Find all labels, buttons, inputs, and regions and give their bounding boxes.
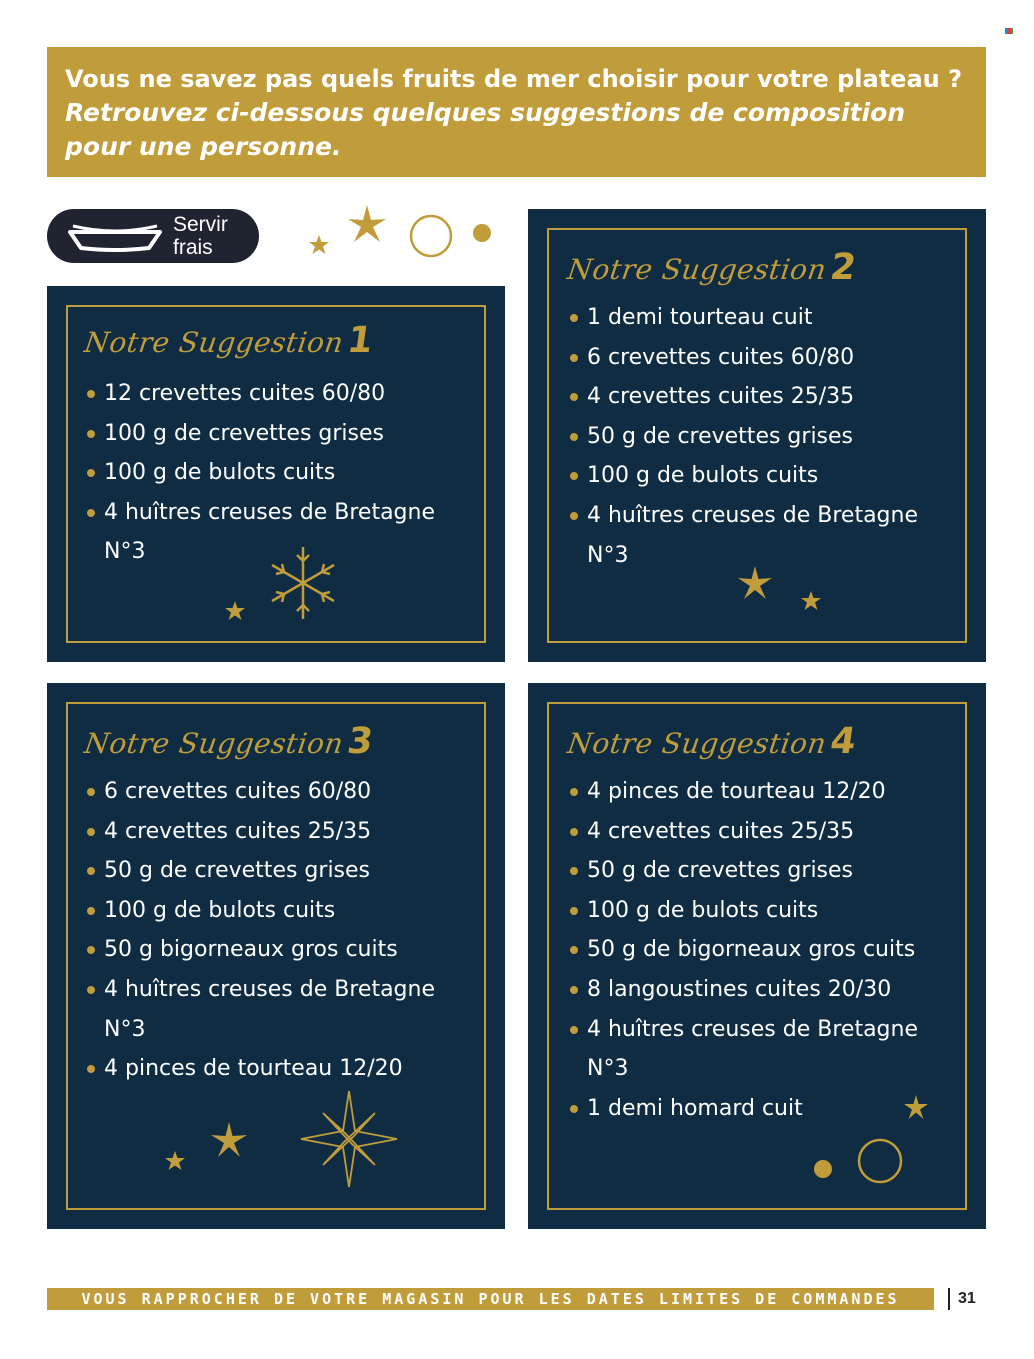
title-text: Notre Suggestion [565,253,829,286]
list-item: 100 g de bulots cuits [85,891,465,931]
suggestion-title-1 [82,320,376,361]
list-item: 4 crevettes cuites 25/35 [568,377,948,417]
list-item: 4 crevettes cuites 25/35 [85,812,465,852]
title-number: 1 [344,320,377,361]
intro-banner [47,47,986,177]
fresh-word: frais [173,236,213,259]
intro-subtitle-line1: Retrouvez ci-dessous quelques suggestions de composition [65,98,906,127]
list-item: 4 huîtres creuses de Bretagne N°3 [568,1010,958,1089]
list-item: 4 huîtres creuses de Bretagne N°3 [85,970,465,1049]
decorative-stars-icon [728,559,838,619]
list-item: 50 g de bigorneaux gros cuits [568,930,958,970]
list-item: 4 huîtres creuses de Bretagne N°3 [85,493,455,572]
list-item: 12 crevettes cuites 60/80 [85,374,455,414]
suggestion-card-2 [528,209,986,662]
serve-fresh-label [173,213,228,259]
list-item: 50 g de crevettes grises [568,851,958,891]
title-number: 2 [827,247,860,288]
list-item: 4 pinces de tourteau 12/20 [568,772,958,812]
title-text: Notre Suggestion [565,727,829,760]
suggestion-title-3 [82,721,376,762]
list-item: 50 g bigorneaux gros cuits [85,930,465,970]
item-list-2 [568,298,948,575]
title-number: 4 [827,721,860,762]
decorative-stars-icon [157,1083,407,1198]
decorative-circles-icon [808,1088,938,1188]
list-item: 50 g de crevettes grises [568,417,948,457]
decorative-stars-icon [305,200,505,265]
list-item: 100 g de crevettes grises [85,414,455,454]
list-item: 6 crevettes cuites 60/80 [85,772,465,812]
plate-icon [67,222,163,252]
list-item: 4 huîtres creuses de Bretagne N°3 [568,496,948,575]
suggestion-card-3 [47,683,505,1229]
item-list-4 [568,772,958,1128]
list-item: 4 crevettes cuites 25/35 [568,812,958,852]
serve-word: Servir [173,213,228,236]
list-item: 50 g de crevettes grises [85,851,465,891]
page-number: 31 [948,1288,976,1310]
list-item: 1 demi homard cuit [568,1089,958,1129]
serve-fresh-badge [47,209,259,263]
list-item: 100 g de bulots cuits [568,456,948,496]
suggestion-card-1 [47,286,505,662]
suggestion-title-2 [565,247,859,288]
item-list-3 [85,772,465,1089]
suggestion-title-4 [565,721,859,762]
title-number: 3 [344,721,377,762]
list-item: 1 demi tourteau cuit [568,298,948,338]
title-text: Notre Suggestion [82,727,346,760]
list-item: 6 crevettes cuites 60/80 [568,338,948,378]
snowflake-icon [217,541,347,631]
color-marks-icon [1005,28,1013,34]
intro-subtitle-line2: pour une personne. [65,132,342,161]
intro-question: Vous ne savez pas quels fruits de mer choisir pour votre plateau ? [65,65,962,93]
list-item: 100 g de bulots cuits [568,891,958,931]
list-item: 4 pinces de tourteau 12/20 [85,1049,465,1089]
title-text: Notre Suggestion [82,326,346,359]
list-item: 100 g de bulots cuits [85,453,455,493]
suggestion-card-4 [528,683,986,1229]
list-item: 8 langoustines cuites 20/30 [568,970,958,1010]
footer-banner: VOUS RAPPROCHER DE VOTRE MAGASIN POUR LES DATES LIMITES DE COMMANDES [47,1288,934,1310]
